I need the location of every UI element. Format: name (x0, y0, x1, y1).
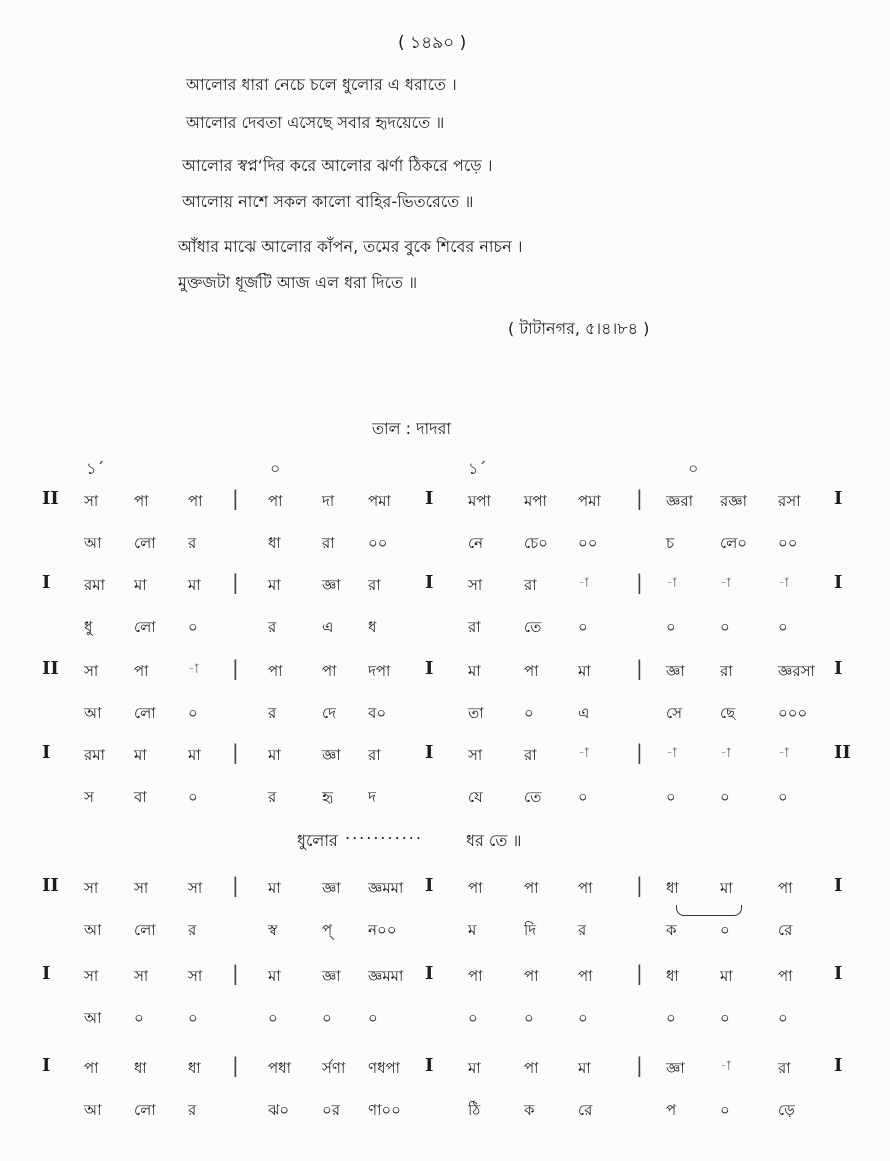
lyric-syllable: রা (468, 618, 481, 636)
swara-note: সা (84, 967, 99, 985)
swara-note: পা (778, 967, 793, 985)
lyric-syllable: ০০ (578, 534, 598, 552)
lyric-syllable: ০ (720, 788, 730, 806)
lyric-syllable: ০ (720, 1009, 730, 1027)
lyric-syllable: দি (524, 921, 537, 939)
swara-note: রসা (778, 492, 801, 510)
beat-marker: ১´ (468, 459, 487, 478)
beat-marker: ০ (270, 459, 281, 478)
poem-line: আলোর স্বপ্ন‘দির করে আলোর ঝর্ণা ঠিকরে পড়ে । (182, 156, 493, 175)
swara-note: মা (468, 662, 481, 680)
beat-marker: ০ (688, 459, 699, 478)
swara-note: সা (84, 662, 99, 680)
swara-note: -া (578, 746, 589, 761)
lyric-syllable: স্ব (268, 921, 278, 939)
beat-divider: | (636, 656, 643, 680)
end-barline: II (834, 742, 851, 763)
beat-divider: | (232, 570, 239, 594)
lyric-syllable: চে০ (524, 534, 548, 552)
beat-divider: | (232, 486, 239, 510)
mid-barline: I (425, 875, 434, 896)
lyric-syllable: ব০ (368, 704, 387, 722)
beat-divider: | (636, 570, 643, 594)
swara-note: জ্ঞা (322, 967, 341, 985)
beat-divider: | (232, 873, 239, 897)
swara-note: পধা (268, 1059, 291, 1077)
lyric-syllable: হৃ (322, 788, 334, 806)
swara-note: মা (578, 662, 591, 680)
swara-note: -া (188, 662, 199, 677)
swara-note: সা (468, 746, 483, 764)
lyric-syllable: ছে (720, 704, 736, 722)
lyric-syllable: লে০ (720, 534, 748, 552)
beat-divider: | (232, 961, 239, 985)
lyric-syllable: ০ (134, 1009, 144, 1027)
swara-note: মা (268, 746, 281, 764)
swara-note: পা (468, 879, 483, 897)
lyric-syllable: তে (524, 618, 542, 636)
swara-note: পা (524, 1059, 539, 1077)
lyric-syllable: যে (468, 788, 483, 806)
repeat-line-dots: ........... (345, 824, 423, 843)
start-barline: II (42, 488, 59, 509)
lyric-syllable: ০ (188, 788, 198, 806)
swara-note: মা (578, 1059, 591, 1077)
mid-barline: I (425, 572, 434, 593)
lyric-syllable: ঝ০ (268, 1101, 290, 1119)
swara-note: পা (524, 967, 539, 985)
lyric-syllable: ০ (666, 618, 676, 636)
lyric-syllable: ০ (468, 1009, 478, 1027)
poem-line: মুক্তজটা ধূর্জটি আজ এল ধরা দিতে ॥ (178, 273, 418, 292)
end-barline: I (834, 658, 843, 679)
swara-note: -া (778, 746, 789, 761)
swara-note: সা (84, 492, 99, 510)
swara-note: রমা (84, 576, 105, 594)
swara-note: জ্ঞমমা (368, 879, 404, 897)
lyric-syllable: আ (84, 1009, 102, 1027)
swara-note: রমা (84, 746, 105, 764)
lyric-syllable: লো (134, 1101, 156, 1119)
swara-note: রা (368, 576, 381, 594)
lyric-syllable: ০ (578, 618, 588, 636)
end-barline: I (834, 963, 843, 984)
lyric-syllable: প্ (322, 921, 333, 939)
swara-note: সা (134, 879, 149, 897)
swara-note: জ্ঞমমা (368, 967, 404, 985)
lyric-syllable: এ (322, 618, 334, 636)
lyric-syllable: নে (468, 534, 484, 552)
swara-note: রা (778, 1059, 791, 1077)
start-barline: I (42, 742, 51, 763)
lyric-syllable: র (188, 921, 197, 939)
start-barline: I (42, 1055, 51, 1076)
swara-note: ধা (666, 967, 679, 985)
song-number: ( ১৪৯০ ) (398, 33, 467, 53)
lyric-syllable: ০ (578, 1009, 588, 1027)
repeat-line-end: ধর তে ॥ (466, 831, 522, 850)
lyric-syllable: র (268, 704, 277, 722)
swara-note: -া (720, 746, 731, 761)
swara-note: মা (720, 879, 733, 897)
swara-note: -া (666, 576, 677, 591)
repeat-line-start: ধুলোর (297, 831, 338, 850)
swara-note: সা (134, 967, 149, 985)
swara-note: মা (468, 1059, 481, 1077)
lyric-syllable: রা (322, 534, 335, 552)
lyric-syllable: বা (134, 788, 147, 806)
lyric-syllable: দে (322, 704, 336, 722)
swara-note: জ্ঞরসা (778, 662, 815, 680)
lyric-syllable: রে (778, 921, 793, 939)
lyric-syllable: ০ (368, 1009, 378, 1027)
swara-note: মপা (468, 492, 491, 510)
lyric-syllable: র (188, 1101, 197, 1119)
swara-note: পমা (368, 492, 391, 510)
beat-divider: | (636, 961, 643, 985)
lyric-syllable: ক (524, 1101, 535, 1119)
lyric-syllable: লো (134, 704, 156, 722)
swara-note: রজ্ঞা (720, 492, 747, 510)
swara-note: -া (720, 576, 731, 591)
swara-note: মা (268, 967, 281, 985)
lyric-syllable: ০ (268, 1009, 278, 1027)
swara-note: মা (134, 746, 147, 764)
start-barline: I (42, 572, 51, 593)
lyric-syllable: ঠি (468, 1101, 481, 1119)
swara-note: সা (468, 576, 483, 594)
mid-barline: I (425, 963, 434, 984)
lyric-syllable: র (268, 618, 277, 636)
lyric-syllable: স (84, 788, 94, 806)
start-barline: I (42, 963, 51, 984)
lyric-syllable: ণা০০ (368, 1101, 401, 1119)
swara-note: রা (368, 746, 381, 764)
swara-note: মা (188, 576, 201, 594)
lyric-syllable: আ (84, 534, 102, 552)
lyric-syllable: ন০০ (368, 921, 397, 939)
swara-note: ধা (188, 1059, 201, 1077)
lyric-syllable: লো (134, 921, 156, 939)
lyric-syllable: ০ (666, 788, 676, 806)
slur-mark (676, 905, 742, 916)
end-barline: I (834, 1055, 843, 1076)
lyric-syllable: ধা (268, 534, 281, 552)
lyric-syllable: আ (84, 1101, 102, 1119)
lyric-syllable: রে (578, 1101, 593, 1119)
lyric-syllable: ০ (778, 788, 788, 806)
start-barline: II (42, 658, 59, 679)
lyric-syllable: ০ (778, 618, 788, 636)
swara-note: পা (134, 662, 149, 680)
swara-note: রা (524, 746, 537, 764)
swara-note: জ্ঞা (666, 662, 685, 680)
swara-note: মা (188, 746, 201, 764)
lyric-syllable: প (666, 1101, 677, 1119)
lyric-syllable: ০ (524, 1009, 534, 1027)
lyric-syllable: ০০ (368, 534, 388, 552)
lyric-syllable: ০ (720, 618, 730, 636)
lyric-syllable: লো (134, 534, 156, 552)
lyric-syllable: তা (468, 704, 484, 722)
swara-note: জ্ঞা (322, 879, 341, 897)
lyric-syllable: ০০০ (778, 704, 808, 722)
poem-line: আলোর ধারা নেচে চলে ধুলোর এ ধরাতে । (186, 75, 457, 94)
end-barline: I (834, 572, 843, 593)
swara-note: জ্ঞরা (666, 492, 693, 510)
lyric-syllable: ০ (188, 1009, 198, 1027)
swara-note: ধা (134, 1059, 147, 1077)
beat-divider: | (232, 740, 239, 764)
swara-note: মা (268, 576, 281, 594)
beat-divider: | (636, 1053, 643, 1077)
swara-note: ণধপা (368, 1059, 401, 1077)
lyric-syllable: র (268, 788, 277, 806)
swara-note: মপা (524, 492, 547, 510)
lyric-syllable: সে (666, 704, 682, 722)
lyric-syllable: ০ (188, 704, 198, 722)
lyric-syllable: ০০ (778, 534, 798, 552)
lyric-syllable: ড়ে (778, 1101, 795, 1119)
lyric-syllable: এ (578, 704, 590, 722)
lyric-syllable: লো (134, 618, 156, 636)
end-barline: I (834, 875, 843, 896)
mid-barline: I (425, 742, 434, 763)
poem-line: আলোয় নাশে সকল কালো বাহির-ভিতরেতে ॥ (182, 192, 474, 211)
swara-note: পা (524, 662, 539, 680)
swara-note: দা (322, 492, 335, 510)
swara-note: পা (578, 967, 593, 985)
lyric-syllable: ০ (524, 704, 534, 722)
lyric-syllable: ০ (778, 1009, 788, 1027)
lyric-syllable: তে (524, 788, 542, 806)
swara-note: পা (84, 1059, 99, 1077)
end-barline: I (834, 488, 843, 509)
mid-barline: I (425, 658, 434, 679)
swara-note: ধা (666, 879, 679, 897)
swara-note: রা (524, 576, 537, 594)
swara-note: মা (720, 967, 733, 985)
lyric-syllable: ০ (666, 1009, 676, 1027)
beat-marker: ১´ (86, 459, 105, 478)
swara-note: সা (188, 967, 203, 985)
place-date: ( টাটানগর, ৫।৪।৮৪ ) (508, 319, 650, 338)
lyric-syllable: ০র (322, 1101, 341, 1119)
swara-note: সা (84, 879, 99, 897)
lyric-syllable: ০ (578, 788, 588, 806)
swara-note: পা (468, 967, 483, 985)
beat-divider: | (232, 1053, 239, 1077)
start-barline: II (42, 875, 59, 896)
swara-note: দপা (368, 662, 391, 680)
swara-note: জ্ঞা (322, 746, 341, 764)
poem-line: আঁধার মাঝে আলোর কাঁপন, তমের বুকে শিবের নাচন । (178, 237, 523, 256)
swara-note: পা (524, 879, 539, 897)
mid-barline: I (425, 488, 434, 509)
swara-note: -া (578, 576, 589, 591)
lyric-syllable: ০ (720, 921, 730, 939)
swara-note: মা (268, 879, 281, 897)
swara-note: -া (666, 746, 677, 761)
taal-label: তাল : দাদরা (372, 419, 452, 438)
beat-divider: | (636, 486, 643, 510)
swara-note: রা (720, 662, 733, 680)
swara-note: পা (778, 879, 793, 897)
beat-divider: | (636, 873, 643, 897)
swara-note: পা (578, 879, 593, 897)
poem-line: আলোর দেবতা এসেছে সবার হৃদয়েতে ॥ (186, 113, 445, 132)
swara-note: পা (322, 662, 337, 680)
swara-note: সা (188, 879, 203, 897)
swara-note: মা (134, 576, 147, 594)
swara-note: পা (134, 492, 149, 510)
swara-note: -া (720, 1059, 731, 1074)
mid-barline: I (425, 1055, 434, 1076)
beat-divider: | (232, 656, 239, 680)
lyric-syllable: ০ (322, 1009, 332, 1027)
swara-note: -া (778, 576, 789, 591)
swara-note: জ্ঞা (666, 1059, 685, 1077)
lyric-syllable: র (578, 921, 587, 939)
beat-divider: | (636, 740, 643, 764)
swara-note: র্সণা (322, 1059, 346, 1077)
lyric-syllable: চ (666, 534, 675, 552)
lyric-syllable: আ (84, 704, 102, 722)
lyric-syllable: দ (368, 788, 376, 806)
swara-note: পা (268, 662, 283, 680)
swara-note: পা (188, 492, 203, 510)
lyric-syllable: ধ (368, 618, 377, 636)
lyric-syllable: ম (468, 921, 477, 939)
lyric-syllable: ০ (188, 618, 198, 636)
lyric-syllable: ০ (720, 1101, 730, 1119)
swara-note: পমা (578, 492, 601, 510)
lyric-syllable: ধু (84, 618, 93, 636)
lyric-syllable: আ (84, 921, 102, 939)
lyric-syllable: ক (666, 921, 677, 939)
swara-note: পা (268, 492, 283, 510)
lyric-syllable: র (188, 534, 197, 552)
swara-note: জ্ঞা (322, 576, 341, 594)
